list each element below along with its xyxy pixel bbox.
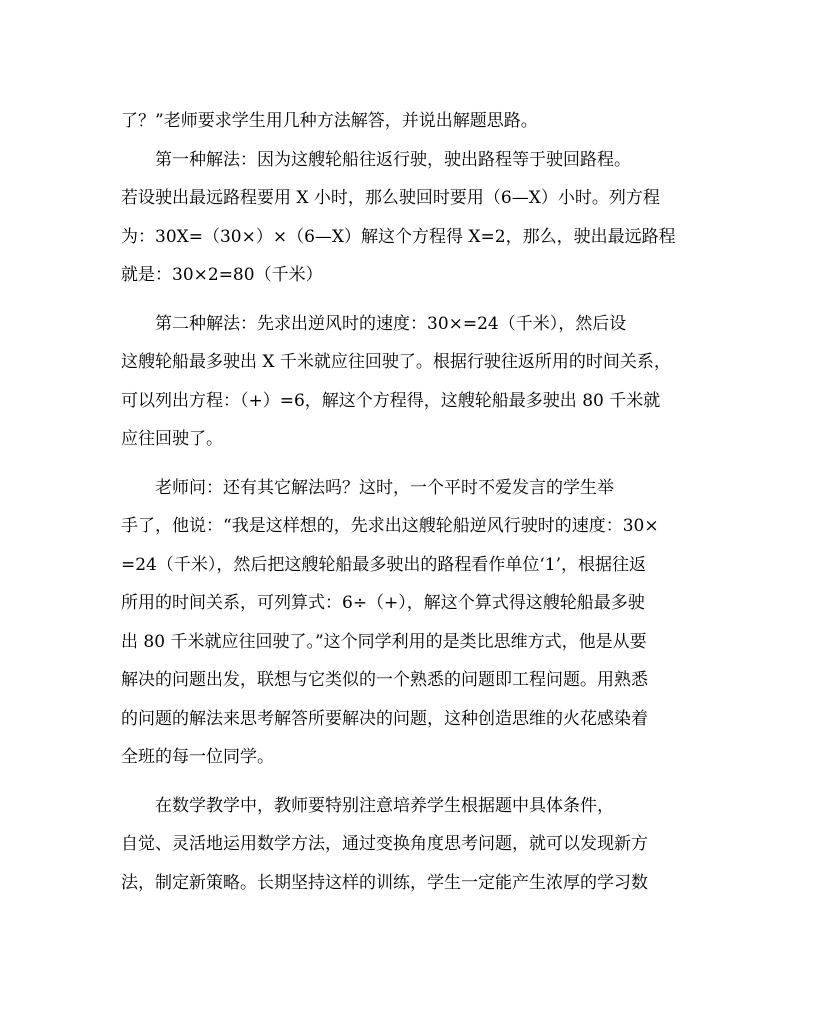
text-line: 全班的每一位同学。 [121, 747, 274, 767]
text-line: 出 80 千米就应往回驶了。”这个同学利用的是类比思维方式，他是从要 [121, 631, 647, 652]
text-line: 在数学教学中，教师要特别注意培养学生根据题中具体条件， [121, 795, 614, 816]
text-line: 所用的时间关系，可列算式：6÷（+），解这个算式得这艘轮船最多驶 [121, 593, 645, 613]
paragraph-gap [121, 777, 697, 787]
text-line: 可以列出方程：（+）=6，解这个方程得，这艘轮船最多驶出 80 千米就 [121, 390, 661, 411]
text-line: 法，制定新策略。长期坚持这样的训练，学生一定能产生浓厚的学习数 [121, 872, 648, 893]
text-line: 自觉、灵活地运用数学方法，通过变换角度思考问题，就可以发现新方 [121, 834, 648, 854]
text-line: 解决的问题出发，联想与它类似的一个熟悉的问题即工程问题。用熟悉 [121, 670, 648, 690]
document-body [121, 102, 697, 902]
paragraph-1 [121, 102, 697, 141]
paragraph-2 [121, 141, 697, 295]
text-line: 老师问：还有其它解法吗？这时，一个平时不爱发言的学生举 [121, 477, 614, 498]
text-line: 应往回驶了。 [121, 429, 223, 449]
text-line: 的问题的解法来思考解答所要解决的问题，这种创造思维的火花感染着 [121, 708, 648, 729]
text-line: 手了，他说：“我是这样想的，先求出这艘轮船逆风行驶时的速度：30× [121, 516, 659, 536]
paragraph-gap [121, 459, 697, 469]
text-line: 第二种解法：先求出逆风时的速度：30×=24（千米），然后设 [121, 313, 627, 334]
text-line: 为：30X=（30×）×（6—X）解这个方程得 X=2，那么，驶出最远路程 [121, 226, 676, 247]
text-line: 就是：30×2=80（千米） [121, 265, 323, 285]
paragraph-3 [121, 305, 697, 459]
text-line: 这艘轮船最多驶出 X 千米就应往回驶了。根据行驶往返所用的时间关系， [121, 352, 671, 372]
text-line: 了？”老师要求学生用几种方法解答，并说出解题思路。 [121, 111, 538, 131]
text-line: 第一种解法：因为这艘轮船往返行驶，驶出路程等于驶回路程。 [121, 149, 631, 170]
paragraph-gap [121, 295, 697, 305]
paragraph-4 [121, 469, 697, 777]
text-line: 若设驶出最远路程要用 X 小时，那么驶回时要用（6—X）小时。列方程 [121, 188, 660, 208]
paragraph-5 [121, 787, 697, 903]
text-line: =24（千米），然后把这艘轮船最多驶出的路程看作单位‘1’，根据往返 [121, 554, 646, 575]
